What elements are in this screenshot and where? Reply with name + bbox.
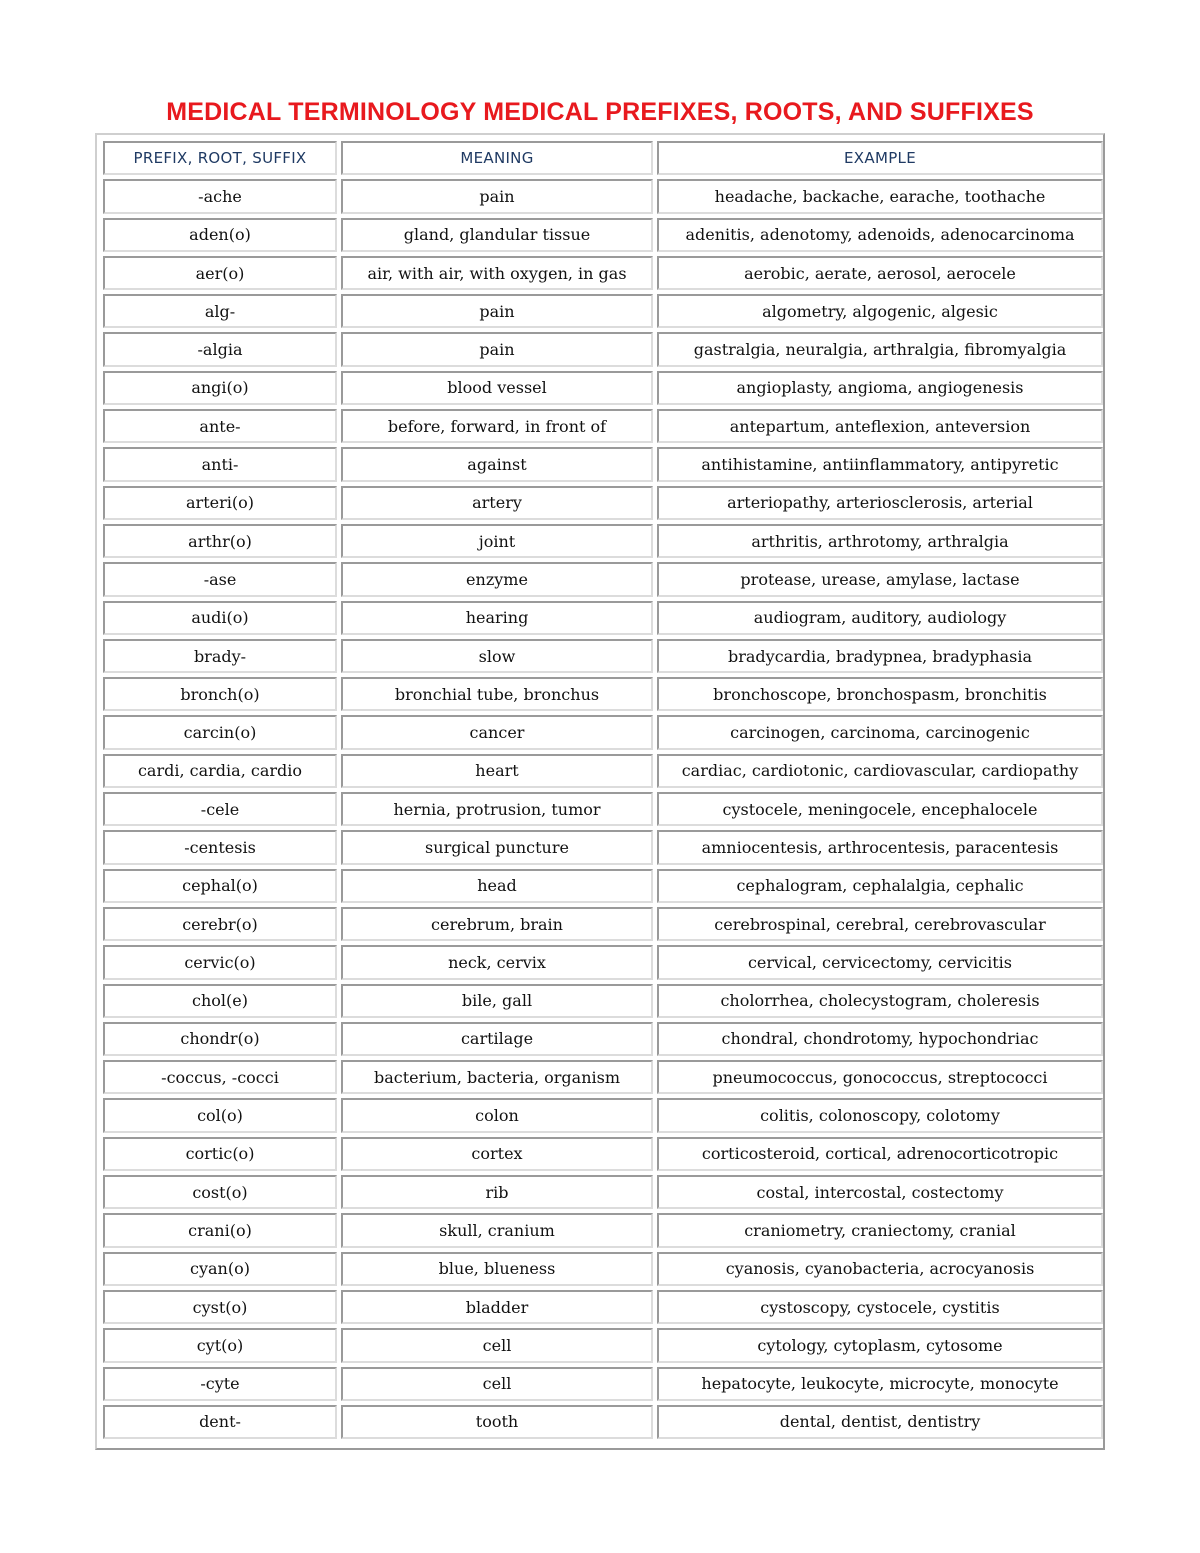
- cell-prefix-root-suffix: ante-: [103, 409, 337, 443]
- cell-example: audiogram, auditory, audiology: [657, 601, 1103, 635]
- page-title: MEDICAL TERMINOLOGY MEDICAL PREFIXES, ROOTS, AND SUFFIXES: [166, 98, 1034, 126]
- table-row: [103, 1405, 1103, 1439]
- table-row: [103, 984, 1103, 1018]
- table-row: [103, 1290, 1103, 1324]
- table-row: [103, 332, 1103, 366]
- cell-meaning: blood vessel: [341, 371, 653, 405]
- table-row: [103, 601, 1103, 635]
- cell-prefix-root-suffix: alg-: [103, 294, 337, 328]
- cell-prefix-root-suffix: -cele: [103, 792, 337, 826]
- cell-prefix-root-suffix: aden(o): [103, 218, 337, 252]
- cell-example: costal, intercostal, costectomy: [657, 1175, 1103, 1209]
- table-row: [103, 1328, 1103, 1362]
- cell-prefix-root-suffix: carcin(o): [103, 715, 337, 749]
- cell-meaning: head: [341, 869, 653, 903]
- cell-meaning: cancer: [341, 715, 653, 749]
- cell-example: bradycardia, bradypnea, bradyphasia: [657, 639, 1103, 673]
- cell-meaning: air, with air, with oxygen, in gas: [341, 256, 653, 290]
- column-header-prefix: PREFIX, ROOT, SUFFIX: [103, 141, 337, 175]
- cell-example: dental, dentist, dentistry: [657, 1405, 1103, 1439]
- cell-example: cystocele, meningocele, encephalocele: [657, 792, 1103, 826]
- cell-meaning: bacterium, bacteria, organism: [341, 1060, 653, 1094]
- cell-example: colitis, colonoscopy, colotomy: [657, 1098, 1103, 1132]
- table-row: [103, 1252, 1103, 1286]
- table-row: [103, 715, 1103, 749]
- cell-example: gastralgia, neuralgia, arthralgia, fibromyalgia: [657, 332, 1103, 366]
- cell-example: adenitis, adenotomy, adenoids, adenocarcinoma: [657, 218, 1103, 252]
- cell-meaning: bladder: [341, 1290, 653, 1324]
- table-row: [103, 754, 1103, 788]
- terminology-table: [99, 137, 1107, 1443]
- cell-example: bronchoscope, bronchospasm, bronchitis: [657, 677, 1103, 711]
- cell-meaning: cerebrum, brain: [341, 907, 653, 941]
- cell-prefix-root-suffix: -algia: [103, 332, 337, 366]
- table-row: [103, 792, 1103, 826]
- cell-meaning: neck, cervix: [341, 945, 653, 979]
- table-row: [103, 1098, 1103, 1132]
- cell-prefix-root-suffix: -coccus, -cocci: [103, 1060, 337, 1094]
- cell-example: antepartum, anteflexion, anteversion: [657, 409, 1103, 443]
- cell-meaning: cell: [341, 1367, 653, 1401]
- cell-prefix-root-suffix: cerebr(o): [103, 907, 337, 941]
- cell-prefix-root-suffix: angi(o): [103, 371, 337, 405]
- cell-example: cephalogram, cephalalgia, cephalic: [657, 869, 1103, 903]
- table-row: [103, 1137, 1103, 1171]
- cell-meaning: enzyme: [341, 562, 653, 596]
- table-body: [103, 179, 1103, 1439]
- table-row: [103, 218, 1103, 252]
- cell-example: amniocentesis, arthrocentesis, paracentesis: [657, 830, 1103, 864]
- cell-meaning: tooth: [341, 1405, 653, 1439]
- cell-prefix-root-suffix: cost(o): [103, 1175, 337, 1209]
- cell-example: cystoscopy, cystocele, cystitis: [657, 1290, 1103, 1324]
- table-row: [103, 907, 1103, 941]
- cell-example: cholorrhea, cholecystogram, choleresis: [657, 984, 1103, 1018]
- cell-prefix-root-suffix: audi(o): [103, 601, 337, 635]
- cell-example: cyanosis, cyanobacteria, acrocyanosis: [657, 1252, 1103, 1286]
- cell-prefix-root-suffix: cyt(o): [103, 1328, 337, 1362]
- cell-prefix-root-suffix: chondr(o): [103, 1022, 337, 1056]
- cell-meaning: colon: [341, 1098, 653, 1132]
- cell-meaning: bile, gall: [341, 984, 653, 1018]
- table-row: [103, 677, 1103, 711]
- cell-example: algometry, algogenic, algesic: [657, 294, 1103, 328]
- cell-example: headache, backache, earache, toothache: [657, 179, 1103, 213]
- cell-prefix-root-suffix: brady-: [103, 639, 337, 673]
- cell-meaning: bronchial tube, bronchus: [341, 677, 653, 711]
- table-row: [103, 294, 1103, 328]
- cell-meaning: slow: [341, 639, 653, 673]
- cell-example: craniometry, craniectomy, cranial: [657, 1213, 1103, 1247]
- cell-prefix-root-suffix: cyst(o): [103, 1290, 337, 1324]
- column-header-example: EXAMPLE: [657, 141, 1103, 175]
- cell-prefix-root-suffix: -centesis: [103, 830, 337, 864]
- cell-example: pneumococcus, gonococcus, streptococci: [657, 1060, 1103, 1094]
- cell-meaning: skull, cranium: [341, 1213, 653, 1247]
- cell-meaning: pain: [341, 294, 653, 328]
- table-row: [103, 1213, 1103, 1247]
- cell-meaning: hearing: [341, 601, 653, 635]
- terminology-table-frame: [95, 133, 1105, 1450]
- table-row: [103, 639, 1103, 673]
- cell-meaning: cell: [341, 1328, 653, 1362]
- table-row: [103, 945, 1103, 979]
- cell-prefix-root-suffix: cervic(o): [103, 945, 337, 979]
- cell-example: corticosteroid, cortical, adrenocorticotropic: [657, 1137, 1103, 1171]
- table-row: [103, 1060, 1103, 1094]
- table-row: [103, 524, 1103, 558]
- cell-prefix-root-suffix: cardi, cardia, cardio: [103, 754, 337, 788]
- table-row: [103, 179, 1103, 213]
- cell-example: aerobic, aerate, aerosol, aerocele: [657, 256, 1103, 290]
- cell-prefix-root-suffix: chol(e): [103, 984, 337, 1018]
- table-row: [103, 486, 1103, 520]
- cell-prefix-root-suffix: arthr(o): [103, 524, 337, 558]
- cell-meaning: cartilage: [341, 1022, 653, 1056]
- cell-prefix-root-suffix: bronch(o): [103, 677, 337, 711]
- cell-example: cardiac, cardiotonic, cardiovascular, cardiopathy: [657, 754, 1103, 788]
- cell-example: cerebrospinal, cerebral, cerebrovascular: [657, 907, 1103, 941]
- cell-meaning: hernia, protrusion, tumor: [341, 792, 653, 826]
- table-row: [103, 1367, 1103, 1401]
- cell-meaning: heart: [341, 754, 653, 788]
- cell-prefix-root-suffix: -ache: [103, 179, 337, 213]
- cell-prefix-root-suffix: arteri(o): [103, 486, 337, 520]
- table-row: [103, 869, 1103, 903]
- cell-example: angioplasty, angioma, angiogenesis: [657, 371, 1103, 405]
- cell-example: cervical, cervicectomy, cervicitis: [657, 945, 1103, 979]
- cell-example: carcinogen, carcinoma, carcinogenic: [657, 715, 1103, 749]
- cell-meaning: joint: [341, 524, 653, 558]
- cell-example: cytology, cytoplasm, cytosome: [657, 1328, 1103, 1362]
- cell-prefix-root-suffix: anti-: [103, 447, 337, 481]
- table-row: [103, 830, 1103, 864]
- table-row: [103, 562, 1103, 596]
- cell-prefix-root-suffix: cortic(o): [103, 1137, 337, 1171]
- cell-meaning: gland, glandular tissue: [341, 218, 653, 252]
- cell-meaning: pain: [341, 332, 653, 366]
- cell-example: antihistamine, antiinflammatory, antipyretic: [657, 447, 1103, 481]
- cell-meaning: rib: [341, 1175, 653, 1209]
- cell-prefix-root-suffix: cyan(o): [103, 1252, 337, 1286]
- table-row: [103, 1022, 1103, 1056]
- column-header-meaning: MEANING: [341, 141, 653, 175]
- cell-meaning: before, forward, in front of: [341, 409, 653, 443]
- table-row: [103, 371, 1103, 405]
- table-row: [103, 409, 1103, 443]
- cell-example: protease, urease, amylase, lactase: [657, 562, 1103, 596]
- cell-meaning: pain: [341, 179, 653, 213]
- cell-prefix-root-suffix: crani(o): [103, 1213, 337, 1247]
- cell-prefix-root-suffix: cephal(o): [103, 869, 337, 903]
- cell-prefix-root-suffix: col(o): [103, 1098, 337, 1132]
- table-row: [103, 256, 1103, 290]
- cell-example: hepatocyte, leukocyte, microcyte, monocyte: [657, 1367, 1103, 1401]
- cell-example: arteriopathy, arteriosclerosis, arterial: [657, 486, 1103, 520]
- cell-example: arthritis, arthrotomy, arthralgia: [657, 524, 1103, 558]
- cell-example: chondral, chondrotomy, hypochondriac: [657, 1022, 1103, 1056]
- cell-meaning: blue, blueness: [341, 1252, 653, 1286]
- cell-meaning: artery: [341, 486, 653, 520]
- table-row: [103, 1175, 1103, 1209]
- cell-prefix-root-suffix: dent-: [103, 1405, 337, 1439]
- cell-prefix-root-suffix: aer(o): [103, 256, 337, 290]
- cell-meaning: against: [341, 447, 653, 481]
- cell-prefix-root-suffix: -cyte: [103, 1367, 337, 1401]
- cell-meaning: surgical puncture: [341, 830, 653, 864]
- table-header-row: [103, 141, 1103, 175]
- cell-meaning: cortex: [341, 1137, 653, 1171]
- table-row: [103, 447, 1103, 481]
- cell-prefix-root-suffix: -ase: [103, 562, 337, 596]
